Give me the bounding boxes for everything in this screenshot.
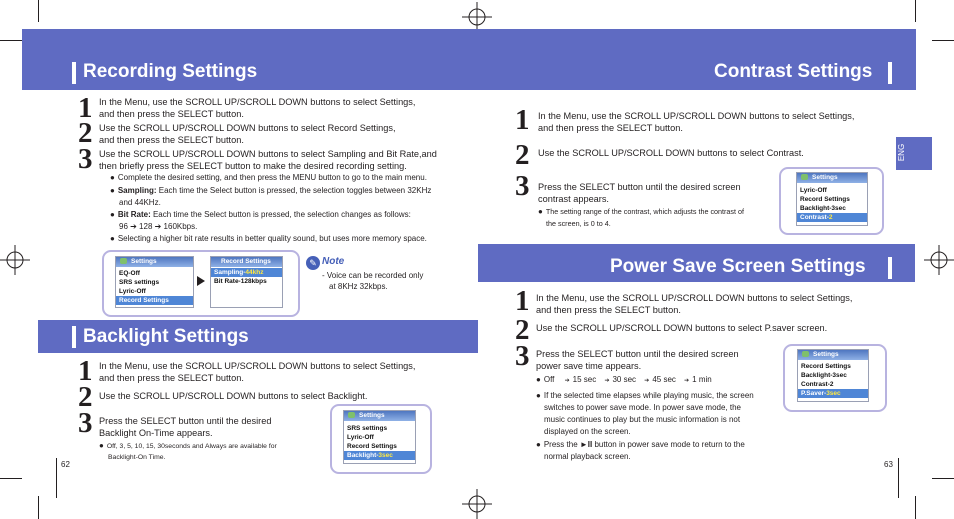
step-text: and then press the SELECT button. — [538, 123, 683, 133]
crop-mark — [915, 496, 916, 519]
screen-title-bar: Settings — [797, 173, 867, 183]
device-screen — [797, 349, 869, 402]
screen-row: Backlight-3sec — [800, 205, 846, 212]
step-text: Use the SCROLL UP/SCROLL DOWN buttons to select P.saver screen. — [536, 323, 828, 333]
bullet-continuation: Backlight-On Time. — [108, 454, 166, 461]
crop-mark — [932, 40, 954, 41]
crop-mark — [38, 496, 39, 519]
options-list: ● Off ➔ 15 sec ➔ 30 sec ➔ 45 sec ➔ 1 min — [536, 375, 712, 384]
screen-title-bar: Settings — [116, 257, 193, 267]
screen-row: SRS settings — [119, 279, 160, 286]
step-number: 3 — [515, 170, 530, 202]
registration-mark-icon — [0, 245, 30, 275]
bullet-item: ● Selecting a higher bit rate results in better quality sound, but uses more memory space. — [110, 234, 427, 243]
arrow-right-icon — [197, 276, 205, 286]
play-pause-icon: ►II — [579, 440, 593, 449]
device-screen — [343, 410, 416, 464]
title-bar-accent — [888, 62, 892, 84]
note-icon: ✎ — [306, 256, 320, 270]
step-number: 2 — [515, 139, 530, 171]
bullet-item: ● If the selected time elapses while playing music, the screen — [536, 391, 754, 400]
note-text: at 8KHz 32kbps. — [329, 282, 388, 291]
step-text: then briefly press the SELECT button to make the desired recording setting. — [99, 161, 407, 171]
bullet-continuation: normal playback screen. — [544, 452, 631, 461]
page-edge-line — [56, 458, 57, 498]
screen-row-selected: Record Settings — [116, 296, 193, 305]
bullet-item: ● Press the ►II button in power save mode to return to the — [536, 440, 745, 449]
screen-row: Record Settings — [801, 363, 851, 370]
step-number: 1 — [78, 355, 93, 387]
step-number: 2 — [78, 381, 93, 413]
step-text: and then press the SELECT button. — [99, 373, 244, 383]
screen-row: Lyric-Off — [347, 434, 374, 441]
registration-mark-icon — [462, 2, 492, 32]
screen-row-selected: Sampling-44khz — [211, 268, 282, 277]
step-text: Use the SCROLL UP/SCROLL DOWN buttons to select Contrast. — [538, 148, 804, 158]
language-tab-label: ENG — [897, 143, 907, 162]
step-text: Use the SCROLL UP/SCROLL DOWN buttons to select Record Settings, — [99, 123, 396, 133]
bullet-continuation: switches to power save mode. In power save mode, the — [544, 403, 741, 412]
screen-title-bar: Settings — [344, 411, 415, 421]
bullet-item: ● Complete the desired setting, and then press the MENU button to go to the main menu. — [110, 173, 427, 182]
step-number: 2 — [515, 314, 530, 346]
screen-row: Contrast-2 — [801, 381, 834, 388]
screen-title-bar: Record Settings — [211, 257, 282, 267]
bullet-item: ● Sampling: Each time the Select button is pressed, the selection toggles between 32KHz — [110, 186, 432, 195]
screen-title-bar: Settings — [798, 350, 868, 360]
settings-icon — [802, 351, 809, 357]
step-text: Backlight On-Time appears. — [99, 428, 213, 438]
step-text: Press the SELECT button until the desired screen — [536, 349, 739, 359]
screen-row-selected: Backlight-3sec — [344, 451, 415, 460]
crop-mark — [0, 478, 22, 479]
contrast-settings-title: Contrast Settings — [714, 61, 873, 82]
page-edge-line — [898, 458, 899, 498]
page-number-left: 62 — [61, 460, 70, 469]
screen-row: Bit Rate-128kbps — [214, 278, 267, 285]
title-bar-accent — [888, 257, 892, 279]
step-number: 3 — [515, 340, 530, 372]
step-text: power save time appears. — [536, 361, 642, 371]
device-screen — [210, 256, 283, 308]
device-screen — [796, 172, 868, 226]
screen-row: EQ-Off — [119, 270, 140, 277]
step-text: Press the SELECT button until the desired — [99, 416, 272, 426]
step-text: and then press the SELECT button. — [536, 305, 681, 315]
step-text: Use the SCROLL UP/SCROLL DOWN buttons to select Backlight. — [99, 391, 368, 401]
bullet-continuation: the screen, is 0 to 4. — [546, 219, 611, 228]
screen-row: SRS settings — [347, 425, 388, 432]
step-text: Press the SELECT button until the desired screen — [538, 182, 741, 192]
step-text: and then press the SELECT button. — [99, 109, 244, 119]
note-text: - Voice can be recorded only — [322, 271, 424, 280]
step-text: and then press the SELECT button. — [99, 135, 244, 145]
power-save-title: Power Save Screen Settings — [610, 256, 866, 277]
step-text: In the Menu, use the SCROLL UP/SCROLL DOWN buttons to select Settings, — [536, 293, 853, 303]
page-number-right: 63 — [884, 460, 893, 469]
step-text: In the Menu, use the SCROLL UP/SCROLL DOWN buttons to select Settings, — [99, 361, 416, 371]
step-number: 1 — [515, 285, 530, 317]
step-number: 3 — [78, 143, 93, 175]
registration-mark-icon — [462, 489, 492, 519]
settings-icon — [801, 174, 808, 180]
screen-row: Record Settings — [800, 196, 850, 203]
screen-row: Record Settings — [347, 443, 397, 450]
step-number: 1 — [78, 92, 93, 124]
step-number: 1 — [515, 104, 530, 136]
crop-mark — [932, 478, 954, 479]
screen-row: Lyric-Off — [800, 187, 827, 194]
bullet-continuation: and 44KHz. — [119, 198, 161, 207]
registration-mark-icon — [924, 245, 954, 275]
bullet-continuation: music continues to play but the music information is not — [544, 415, 741, 424]
bullet-continuation: displayed on the screen. — [544, 427, 631, 436]
device-screen — [115, 256, 194, 308]
step-text: In the Menu, use the SCROLL UP/SCROLL DOWN buttons to select Settings, — [538, 111, 855, 121]
recording-settings-title: Recording Settings — [83, 61, 258, 82]
settings-icon — [348, 412, 355, 418]
step-text: In the Menu, use the SCROLL UP/SCROLL DOWN buttons to select Settings, — [99, 97, 416, 107]
step-text: Use the SCROLL UP/SCROLL DOWN buttons to select Sampling and Bit Rate,and — [99, 149, 437, 159]
screen-row: Lyric-Off — [119, 288, 146, 295]
title-bar-accent — [72, 326, 76, 348]
crop-mark — [915, 0, 916, 22]
crop-mark — [38, 0, 39, 22]
step-number: 2 — [78, 117, 93, 149]
backlight-settings-title: Backlight Settings — [83, 326, 249, 347]
bullet-continuation: 96 ➔ 128 ➔ 160Kbps. — [119, 222, 198, 231]
bullet-item: ● Bit Rate: Each time the Select button is pressed, the selection changes as follows: — [110, 210, 411, 219]
bullet-item: ● Off, 3, 5, 10, 15, 30seconds and Always are available for — [99, 441, 277, 450]
step-number: 3 — [78, 407, 93, 439]
bullet-item: ● The setting range of the contrast, which adjusts the contrast of — [538, 207, 745, 216]
title-bar-accent — [72, 62, 76, 84]
screen-row-selected: Contrast-2 — [797, 213, 867, 222]
step-text: contrast appears. — [538, 194, 609, 204]
settings-icon — [120, 258, 127, 264]
screen-row-selected: P.Saver-3sec — [798, 389, 868, 398]
crop-mark — [0, 40, 22, 41]
note-label: Note — [322, 256, 345, 267]
screen-row: Backlight-3sec — [801, 372, 847, 379]
